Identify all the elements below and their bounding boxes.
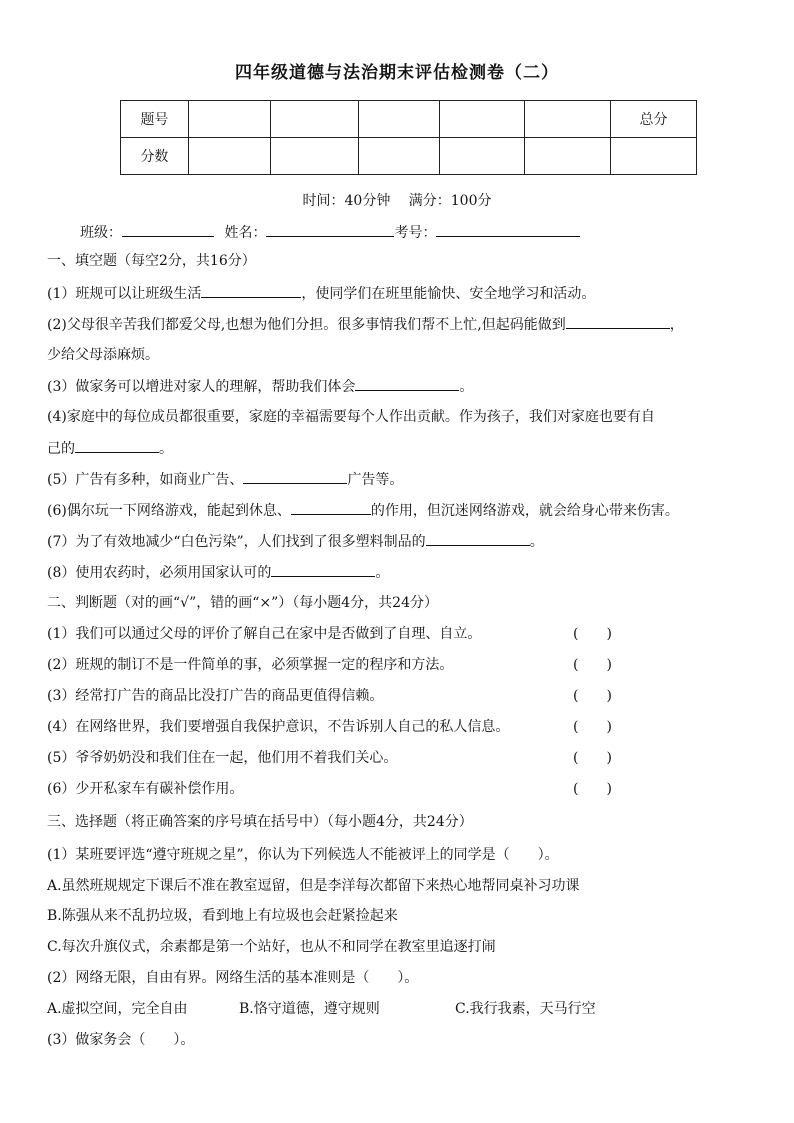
score-cell[interactable] bbox=[358, 101, 440, 138]
answer-parentheses[interactable]: ( ) bbox=[573, 657, 612, 673]
score-cell[interactable] bbox=[525, 101, 611, 138]
choice-option-c[interactable]: C.我行我素，天马行空 bbox=[455, 1001, 596, 1017]
answer-parentheses[interactable]: ( ) bbox=[573, 719, 612, 735]
exam-no-field[interactable] bbox=[436, 222, 580, 237]
answer-parentheses[interactable]: ( ) bbox=[573, 626, 612, 642]
score-cell[interactable] bbox=[440, 138, 525, 175]
question-text: 。 bbox=[375, 565, 390, 581]
choice-question: (2）网络无限，自由有界。网络生活的基本准则是（ ）。 bbox=[47, 970, 419, 986]
choice-option-c[interactable]: C.每次升旗仪式，余素都是第一个站好，也从不和同学在教室里追逐打闹 bbox=[47, 939, 496, 955]
question-text: 。 bbox=[459, 379, 474, 395]
question-text: 。 bbox=[159, 441, 173, 457]
exam-title: 四年级道德与法治期末评估检测卷（二） bbox=[235, 63, 559, 83]
answer-blank[interactable] bbox=[201, 283, 301, 298]
judge-question: (5）爷爷奶奶没和我们住在一起，他们用不着我们关心。 bbox=[47, 750, 398, 766]
judge-question: (1）我们可以通过父母的评价了解自己在家中是否做到了自理、自立。 bbox=[47, 626, 482, 642]
section-heading: 二、判断题（对的画“√”，错的画“×”）（每小题4分，共24分） bbox=[47, 595, 439, 611]
judge-question: (4）在网络世界，我们要增强自我保护意识，不告诉别人自己的私人信息。 bbox=[47, 719, 510, 735]
answer-parentheses[interactable]: ( ) bbox=[573, 781, 612, 797]
score-cell[interactable] bbox=[525, 138, 611, 175]
question-text: 的作用，但沉迷网络游戏，就会给身心带来伤害。 bbox=[370, 503, 679, 519]
fill-question bbox=[47, 469, 403, 490]
time-and-full-score: 时间：40分钟 满分：100分 bbox=[302, 193, 492, 209]
question-text: ，使同学们在班里能愉快、安全地学习和活动。 bbox=[301, 286, 596, 302]
student-info bbox=[80, 222, 580, 242]
name-field[interactable] bbox=[266, 222, 394, 237]
class-field[interactable] bbox=[122, 222, 214, 237]
score-cell[interactable] bbox=[440, 101, 525, 138]
question-text: (7）为了有效地减少“白色污染”，人们找到了很多塑料制品的 bbox=[47, 534, 426, 550]
answer-blank[interactable] bbox=[271, 562, 375, 577]
fill-question bbox=[47, 283, 595, 304]
question-text: 。 bbox=[529, 534, 544, 550]
fill-question bbox=[47, 500, 679, 521]
exam-no-label: 考号： bbox=[394, 225, 437, 241]
total-label: 总分 bbox=[611, 101, 697, 138]
question-text: (6)偶尔玩一下网络游戏，能起到休息、 bbox=[47, 503, 291, 519]
answer-parentheses[interactable]: ( ) bbox=[573, 750, 612, 766]
answer-blank[interactable] bbox=[566, 314, 670, 329]
fill-question bbox=[47, 314, 684, 335]
choice-question: (3）做家务会（ ）。 bbox=[47, 1032, 195, 1048]
answer-blank[interactable] bbox=[426, 531, 530, 546]
score-cell[interactable] bbox=[188, 101, 270, 138]
question-text: (1）班规可以让班级生活 bbox=[47, 286, 202, 302]
score-label: 分数 bbox=[121, 138, 189, 175]
choice-question: (1）某班要评选“遵守班规之星”，你认为下列候选人不能被评上的同学是（ ）。 bbox=[47, 847, 559, 863]
question-continuation: 少给父母添麻烦。 bbox=[47, 347, 159, 363]
score-cell[interactable] bbox=[188, 138, 270, 175]
question-text: 己的 bbox=[47, 441, 75, 457]
judge-question: (3）经常打广告的商品比没打广告的商品更值得信赖。 bbox=[47, 688, 384, 704]
choice-option-b[interactable]: B.陈强从来不乱扔垃圾，看到地上有垃圾也会赶紧捡起来 bbox=[47, 908, 398, 924]
fill-question bbox=[47, 376, 473, 397]
question-text: (5）广告有多种，如商业广告、 bbox=[47, 472, 244, 488]
fill-question bbox=[47, 562, 389, 583]
question-text: (2)父母很辛苦我们都爱父母,也想为他们分担。很多事情我们帮不上忙,但起码能做到 bbox=[47, 317, 566, 333]
score-cell[interactable] bbox=[270, 101, 358, 138]
fill-question: (4)家庭中的每位成员都很重要，家庭的幸福需要每个人作出贡献。作为孩子，我们对家庭也要有自 bbox=[47, 409, 655, 425]
total-score-cell[interactable] bbox=[611, 138, 697, 175]
answer-blank[interactable] bbox=[75, 438, 159, 453]
answer-blank[interactable] bbox=[355, 376, 459, 391]
judge-question: (2）班规的制订不是一件简单的事，必须掌握一定的程序和方法。 bbox=[47, 657, 454, 673]
score-table bbox=[120, 100, 697, 175]
choice-option-b[interactable]: B.恪守道德，遵守规则 bbox=[239, 1001, 380, 1017]
name-label: 姓名： bbox=[224, 225, 267, 241]
choice-option-a[interactable]: A.虚拟空间，完全自由 bbox=[47, 1001, 188, 1017]
answer-parentheses[interactable]: ( ) bbox=[573, 688, 612, 704]
section-heading: 一、填空题（每空2分，共16分） bbox=[47, 253, 256, 269]
fill-question bbox=[47, 438, 173, 459]
answer-blank[interactable] bbox=[291, 500, 371, 515]
question-text: (3）做家务可以增进对家人的理解，帮助我们体会 bbox=[47, 379, 356, 395]
judge-question: (6）少开私家车有碳补偿作用。 bbox=[47, 781, 244, 797]
question-no-label: 题号 bbox=[121, 101, 189, 138]
section-heading: 三、选择题（将正确答案的序号填在括号中）（每小题4分，共24分） bbox=[47, 814, 473, 830]
class-label: 班级： bbox=[80, 225, 122, 241]
question-text: ， bbox=[669, 317, 684, 333]
fill-question bbox=[47, 531, 544, 552]
answer-blank[interactable] bbox=[243, 469, 347, 484]
question-text: (8）使用农药时，必须用国家认可的 bbox=[47, 565, 272, 581]
score-cell[interactable] bbox=[358, 138, 440, 175]
choice-option-a[interactable]: A.虽然班规规定下课后不准在教室逗留，但是李洋每次都留下来热心地帮同桌补习功课 bbox=[47, 878, 580, 894]
score-cell[interactable] bbox=[270, 138, 358, 175]
question-text: 广告等。 bbox=[347, 472, 404, 488]
